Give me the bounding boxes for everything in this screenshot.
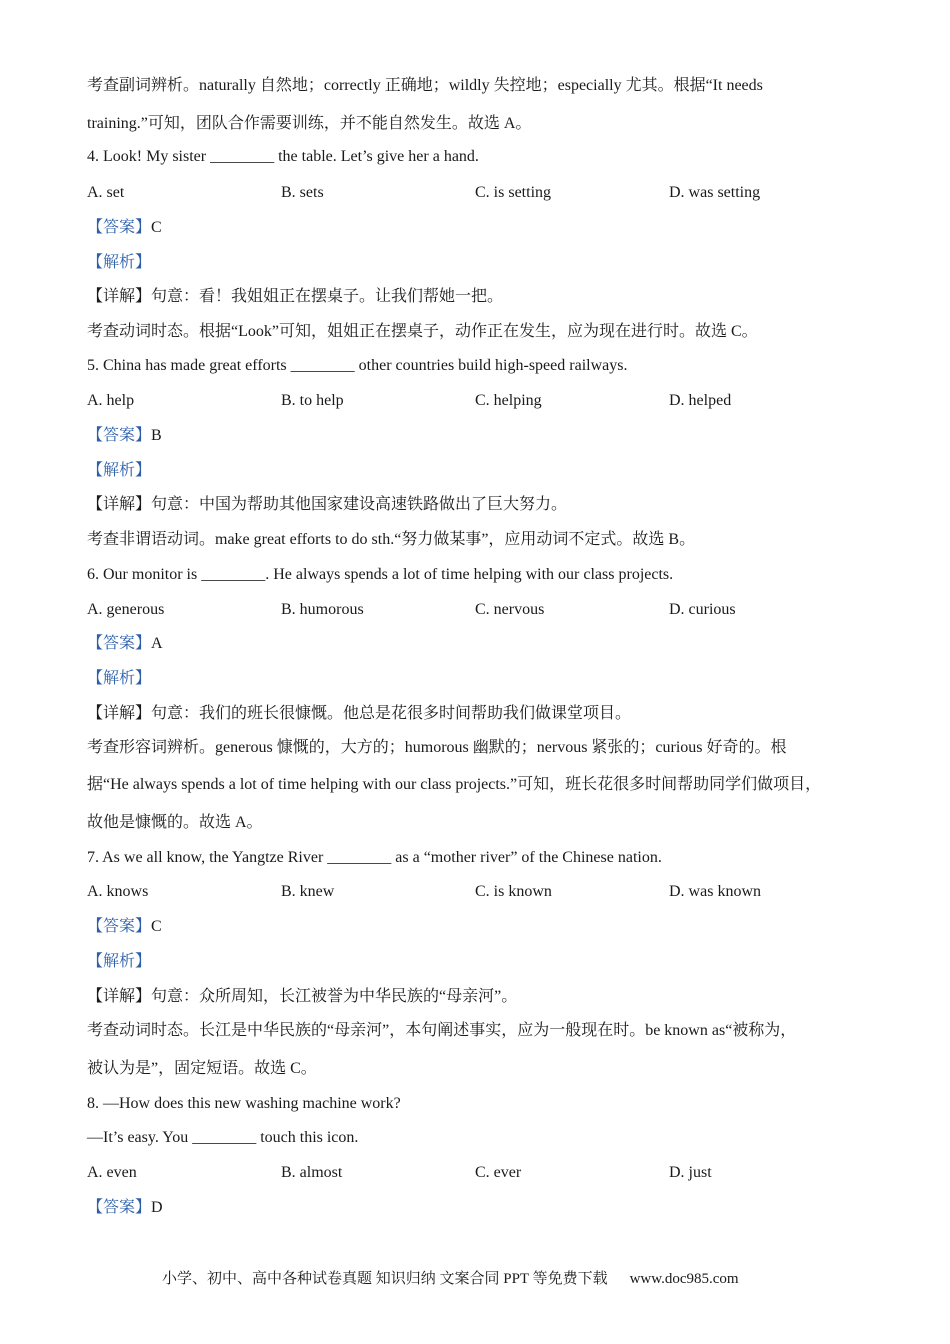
question-7-analysis-label (87, 951, 151, 973)
question-5-analysis-label (87, 460, 151, 482)
question-6-stem: 6. Our monitor is ________. He always spends a lot of time helping with our class projects. (87, 566, 674, 583)
continuation-line-2: training.”可知，团队合作需要训练，并不能自然发生。故选 A。 (87, 115, 532, 132)
question-7-explanation-2: 被认为是”，固定短语。故选 C。 (87, 1060, 317, 1077)
question-7-option-d: D. was known (669, 883, 761, 900)
question-5-detail (87, 494, 567, 516)
question-5-explanation-1: 考查非谓语动词。make great efforts to do sth.“努力做某事”，应用动词不定式。故选 B。 (87, 531, 696, 548)
question-6-option-a: A. generous (87, 601, 165, 618)
footer-text: 小学、初中、高中各种试卷真题 知识归纳 文案合同 PPT 等免费下载 (162, 1271, 608, 1287)
analysis-label: 【解析】 (87, 254, 152, 271)
page-footer (162, 1268, 739, 1290)
question-4-option-c: C. is setting (475, 184, 552, 201)
question-6-option-d: D. curious (669, 601, 736, 618)
question-8-option-c: C. ever (475, 1164, 522, 1181)
question-6-analysis-label (87, 668, 151, 690)
question-6-answer (87, 633, 163, 655)
question-8-stem: 8. —How does this new washing machine work? (87, 1095, 401, 1112)
question-5-answer (87, 425, 162, 447)
detail-label: 【详解】 (87, 988, 152, 1005)
question-4-option-d: D. was setting (669, 184, 761, 201)
answer-value: D (151, 1199, 163, 1216)
answer-value: B (151, 427, 162, 444)
question-8-option-d: D. just (669, 1164, 712, 1181)
detail-label: 【详解】 (87, 288, 152, 305)
analysis-label: 【解析】 (87, 462, 152, 479)
answer-label: 【答案】 (87, 219, 152, 236)
detail-text: 句意：看！我姐姐正在摆桌子。让我们帮她一把。 (151, 288, 504, 305)
question-7-explanation-1: 考查动词时态。长江是中华民族的“母亲河”，本句阐述事实，应为一般现在时。be known as“被称为， (87, 1022, 797, 1039)
question-4-option-b: B. sets (281, 184, 324, 201)
question-7-option-c: C. is known (475, 883, 552, 900)
footer-url[interactable]: www.doc985.com (629, 1271, 739, 1287)
question-8-option-b: B. almost (281, 1164, 343, 1181)
answer-value: C (151, 918, 162, 935)
question-8-answer (87, 1197, 163, 1219)
question-8-option-a: A. even (87, 1164, 137, 1181)
question-7-option-a: A. knows (87, 883, 149, 900)
question-5-option-d: D. helped (669, 392, 732, 409)
question-8-stem-2: —It’s easy. You ________ touch this icon. (87, 1129, 359, 1146)
question-5-stem: 5. China has made great efforts ________ other countries build high-speed railways. (87, 357, 628, 374)
question-7-option-b: B. knew (281, 883, 335, 900)
answer-value: A (151, 635, 163, 652)
question-6-detail (87, 703, 631, 725)
detail-label: 【详解】 (87, 496, 152, 513)
detail-text: 句意：众所周知，长江被誉为中华民族的“母亲河”。 (151, 988, 518, 1005)
question-4-stem: 4. Look! My sister ________ the table. Let’s give her a hand. (87, 148, 479, 165)
question-5-option-c: C. helping (475, 392, 542, 409)
question-6-option-c: C. nervous (475, 601, 545, 618)
answer-label: 【答案】 (87, 918, 152, 935)
question-5-option-b: B. to help (281, 392, 344, 409)
question-6-option-b: B. humorous (281, 601, 364, 618)
detail-label: 【详解】 (87, 705, 152, 722)
question-4-answer (87, 217, 162, 239)
analysis-label: 【解析】 (87, 953, 152, 970)
question-6-explanation-3: 故他是慷慨的。故选 A。 (87, 814, 263, 831)
answer-label: 【答案】 (87, 635, 152, 652)
answer-label: 【答案】 (87, 1199, 152, 1216)
question-7-answer (87, 916, 162, 938)
question-4-option-a: A. set (87, 184, 125, 201)
detail-text: 句意：中国为帮助其他国家建设高速铁路做出了巨大努力。 (151, 496, 568, 513)
answer-label: 【答案】 (87, 427, 152, 444)
question-6-explanation-2: 据“He always spends a lot of time helping with our class projects.”可知，班长花很多时间帮助同学们做项目， (87, 776, 822, 793)
question-4-analysis-label (87, 252, 151, 274)
question-7-detail (87, 986, 517, 1008)
analysis-label: 【解析】 (87, 670, 152, 687)
question-4-explanation-1: 考查动词时态。根据“Look”可知，姐姐正在摆桌子，动作正在发生，应为现在进行时。故选 C。 (87, 323, 758, 340)
question-5-option-a: A. help (87, 392, 135, 409)
question-6-explanation-1: 考查形容词辨析。generous 慷慨的，大方的；humorous 幽默的；nervous 紧张的；curious 好奇的。根 (87, 739, 787, 756)
question-7-stem: 7. As we all know, the Yangtze River ________ as a “mother river” of the Chinese nation. (87, 849, 662, 866)
question-4-detail (87, 286, 503, 308)
detail-text: 句意：我们的班长很慷慨。他总是花很多时间帮助我们做课堂项目。 (151, 705, 632, 722)
continuation-line-1: 考查副词辨析。naturally 自然地；correctly 正确地；wildly 失控地；especially 尤其。根据“It needs (87, 77, 763, 94)
answer-value: C (151, 219, 162, 236)
